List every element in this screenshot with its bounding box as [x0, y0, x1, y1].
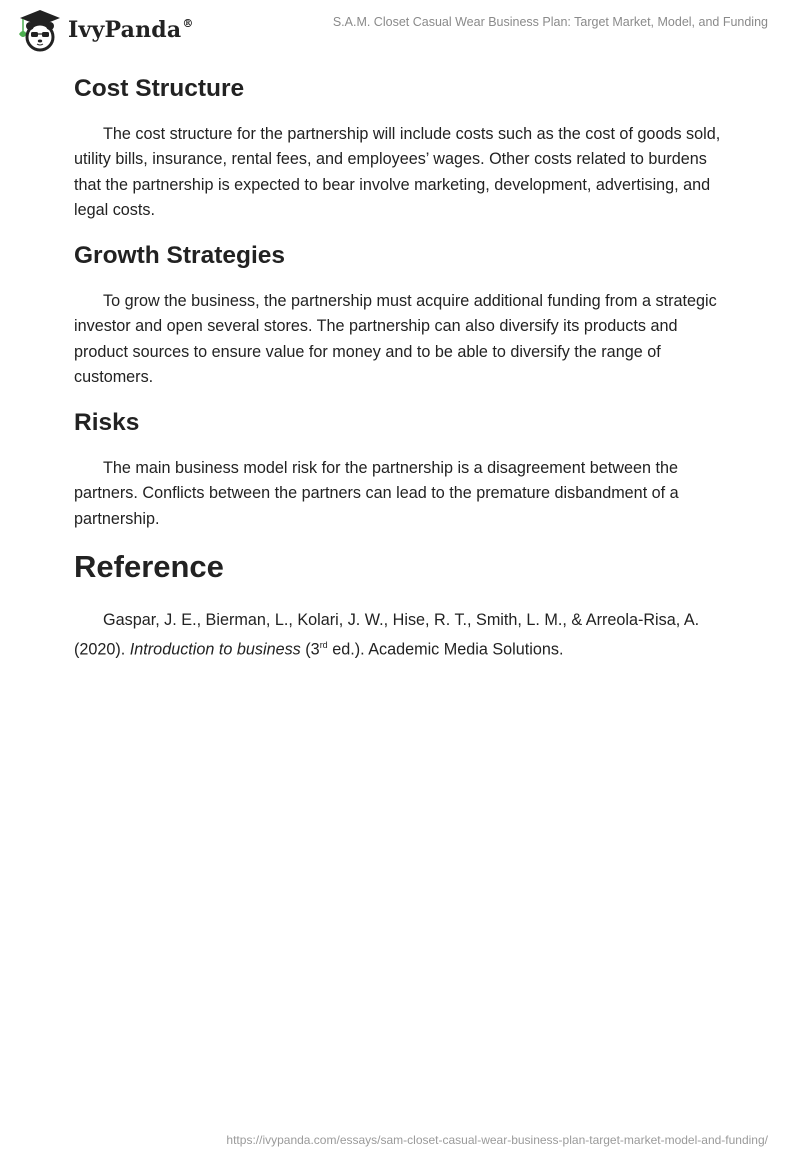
ivypanda-logo[interactable]: [18, 8, 194, 52]
paragraph-cost-structure: The cost structure for the partnership will include costs such as the cost of goods sold, utility bills, insurance, rental fees, and employees’ wages. Other costs related to burdens that the partnership is expected to bear involve marketing, development, advertising, and legal costs.: [74, 125, 721, 219]
heading-risks: Risks: [74, 409, 140, 436]
heading-reference: Reference: [74, 549, 224, 584]
panda-graduate-icon: [18, 8, 62, 52]
reference-title: Introduction to business: [129, 640, 301, 659]
logo-text: IvyPanda®: [68, 17, 194, 43]
reference-edition-sup: rd: [319, 640, 328, 651]
paragraph-risks: The main business model risk for the partnership is a disagreement between the partners. Conflicts between the partners can lead to the premature disbandment of a partnership.: [74, 459, 679, 528]
heading-cost-structure: Cost Structure: [74, 75, 245, 102]
document-title: S.A.M. Closet Casual Wear Business Plan: Target Market, Model, and Funding: [332, 15, 768, 29]
paragraph-growth-strategies: To grow the business, the partnership must acquire additional funding from a strategic investor and open several stores. The partnership can also diversify its products and product sources to ensure value for money and to be able to diversify the range of customers.: [74, 292, 717, 386]
reference-publisher: ed.). Academic Media Solutions.: [327, 640, 564, 659]
heading-growth-strategies: Growth Strategies: [74, 242, 286, 269]
reference-entry: [74, 608, 734, 663]
reference-edition: (3: [300, 640, 320, 659]
source-url-link[interactable]: https://ivypanda.com/essays/sam-closet-casual-wear-business-plan-target-market-model-and-funding/: [226, 1133, 768, 1147]
reference-authors: Gaspar, J. E., Bierman, L., Kolari, J. W., Hise, R. T., Smith, L. M., & Arreola-Risa, A. (2020).: [74, 611, 700, 659]
page-header: [0, 0, 800, 60]
